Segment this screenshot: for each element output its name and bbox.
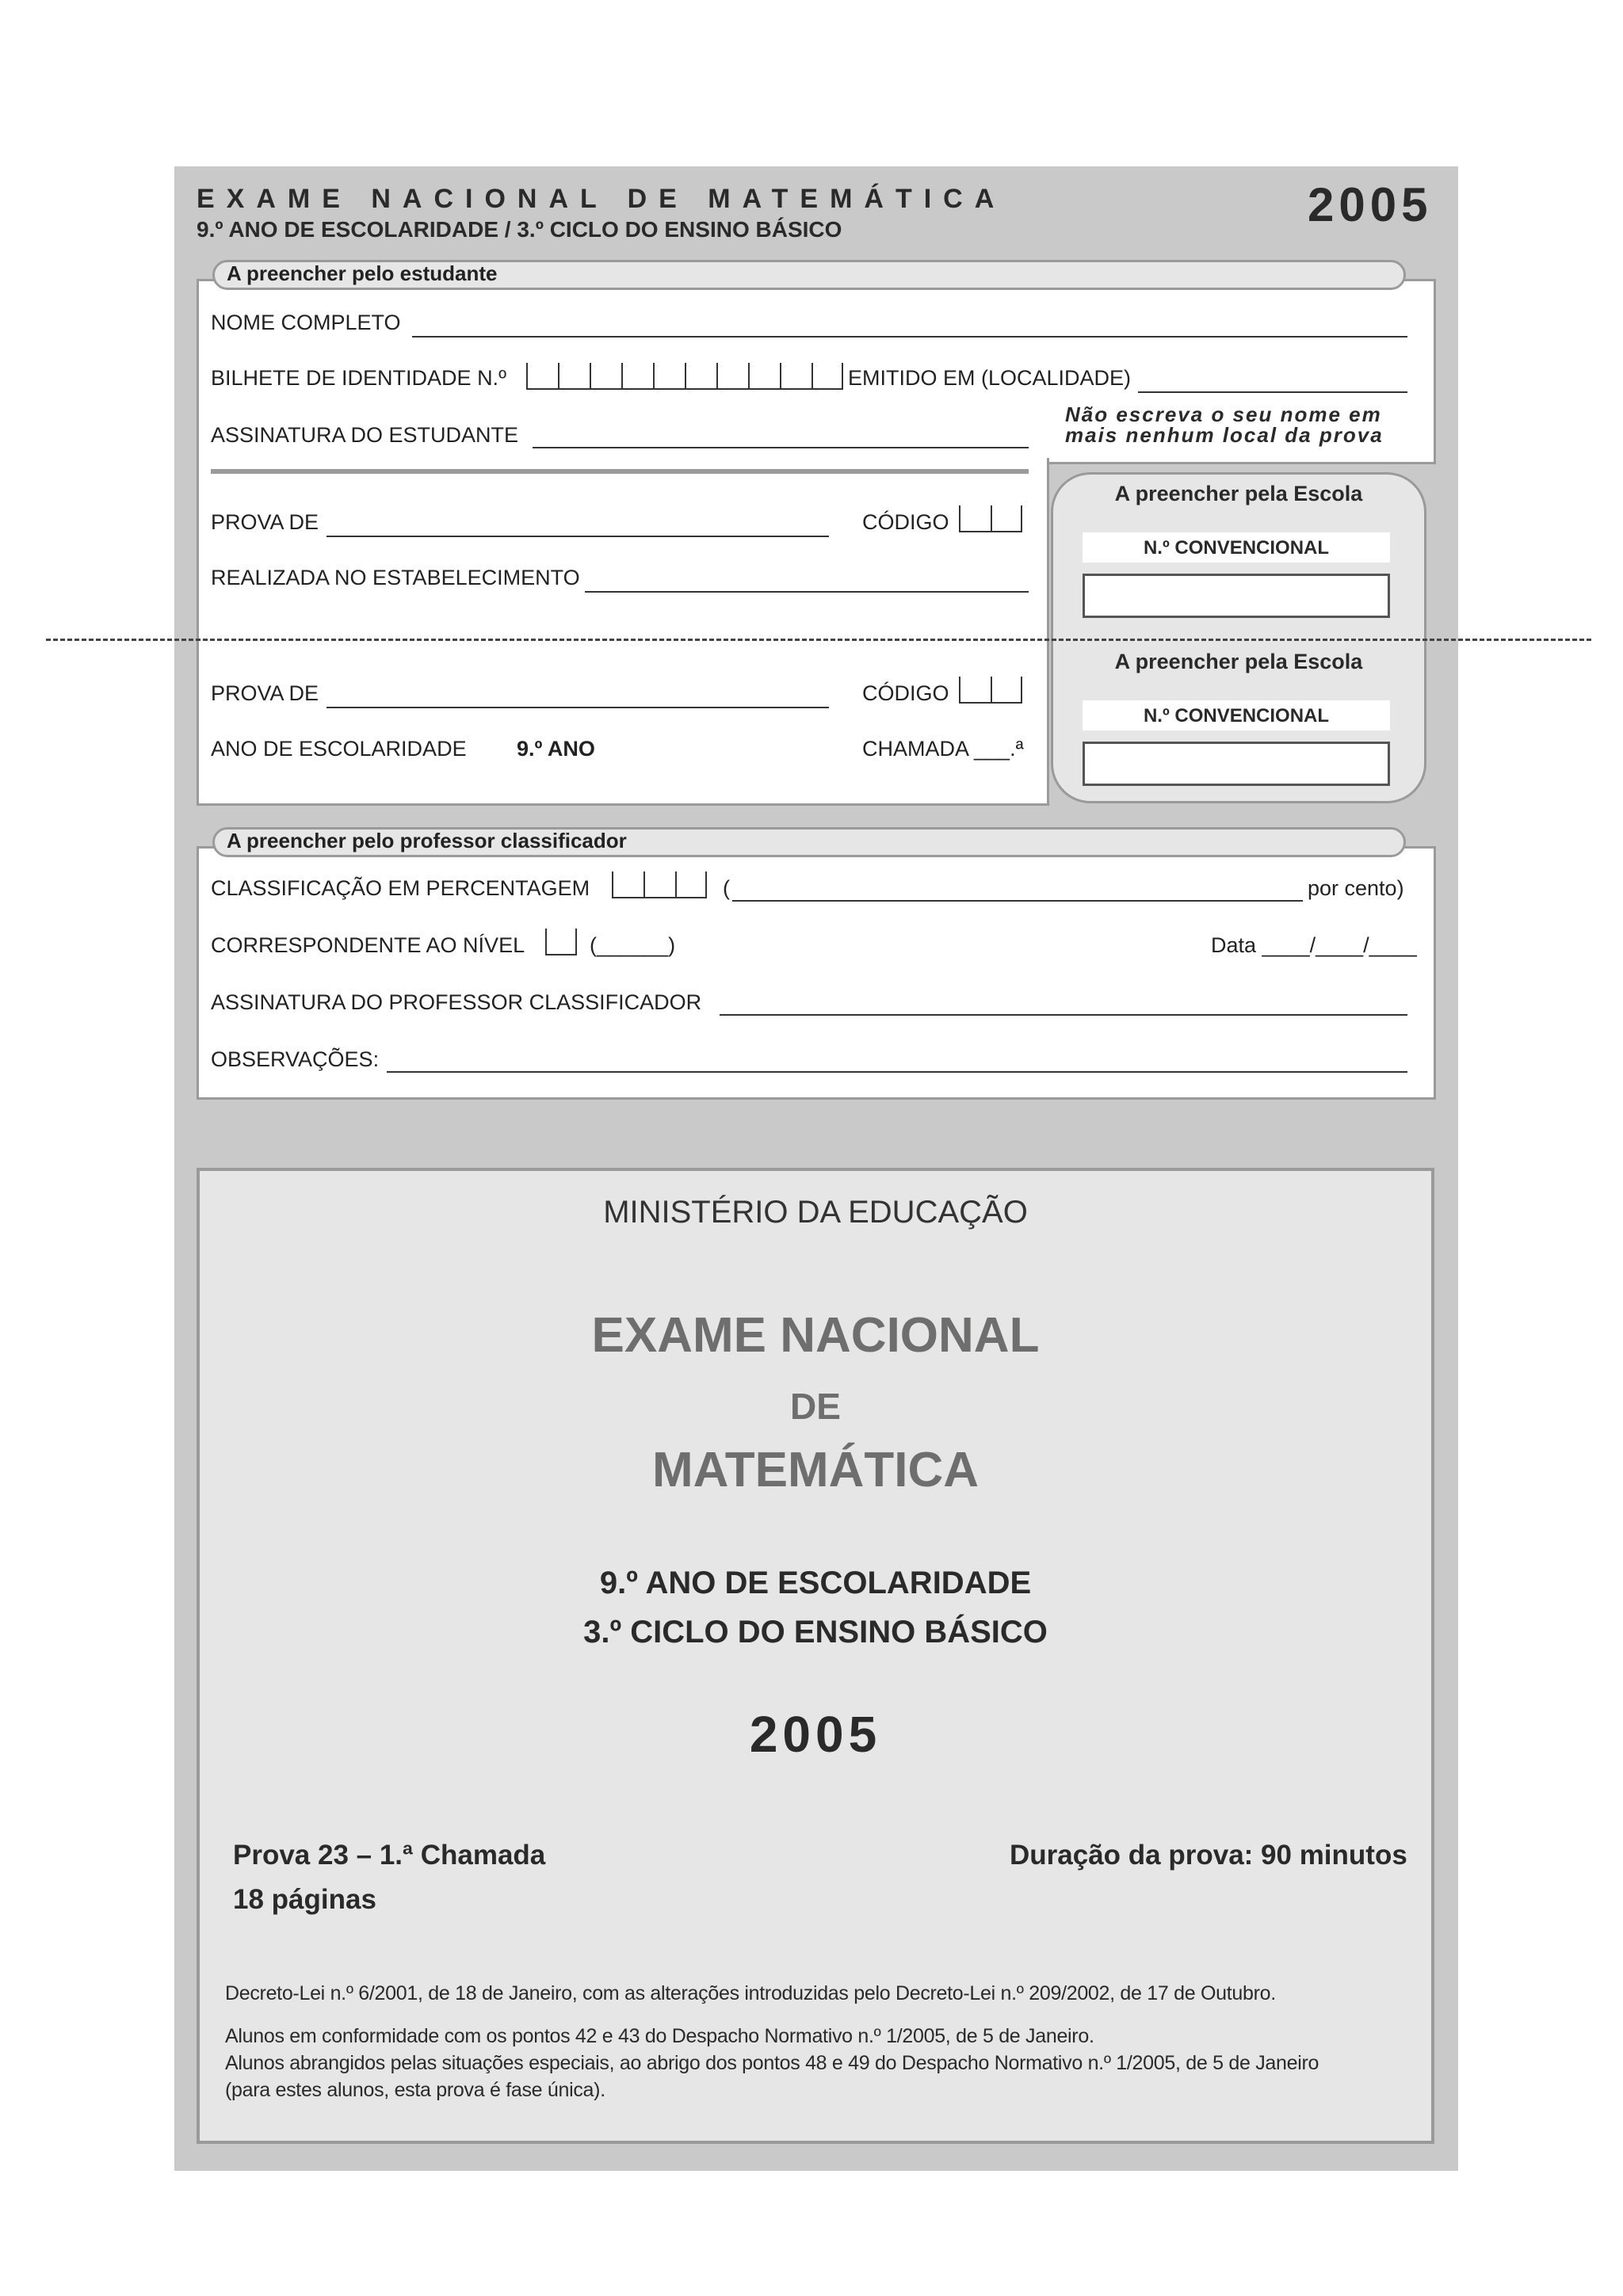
conv-label-top: N.º CONVENCIONAL xyxy=(1143,537,1330,559)
alunos-text-2: Alunos abrangidos pelas situações especiais, ao abrigo dos pontos 48 e 49 do Despacho Normativo n.º 1/2005, de 5 de Janeiro xyxy=(225,2052,1319,2074)
prof-assinatura-label: ASSINATURA DO PROFESSOR CLASSIFICADOR xyxy=(211,990,702,1014)
por-cento-label: por cento) xyxy=(1308,876,1404,900)
prova-field[interactable] xyxy=(327,536,829,537)
nivel-label: CORRESPONDENTE AO NÍVEL xyxy=(211,933,525,957)
codigo2-label: CÓDIGO xyxy=(862,681,949,705)
emitido-field[interactable] xyxy=(1138,391,1407,393)
nivel-cells[interactable] xyxy=(545,929,577,955)
data-label[interactable]: Data ____/____/____ xyxy=(1211,933,1417,957)
alunos-text-3: (para estes alunos, esta prova é fase única). xyxy=(225,2079,605,2101)
exam-title-line3: MATEMÁTICA xyxy=(651,1443,980,1497)
teacher-tab-label: A preencher pelo professor classificador xyxy=(227,829,627,852)
bilhete-cells[interactable] xyxy=(526,363,843,390)
alunos-text-1: Alunos em conformidade com os pontos 42 e 43 do Despacho Normativo n.º 1/2005, de 5 de Janeiro. xyxy=(225,2025,1094,2047)
codigo2-cells[interactable] xyxy=(959,677,1022,704)
observacoes-label: OBSERVAÇÕES: xyxy=(211,1047,380,1071)
conv-field-bottom[interactable] xyxy=(1083,742,1390,786)
prova-number: Prova 23 – 1.ª Chamada xyxy=(233,1840,546,1871)
header-year: 2005 xyxy=(1308,178,1433,231)
emitido-label: EMITIDO EM (LOCALIDADE) xyxy=(848,366,1132,390)
prova-label: PROVA DE xyxy=(211,510,319,534)
classificacao-cells[interactable] xyxy=(612,871,707,898)
classificacao-label: CLASSIFICAÇÃO EM PERCENTAGEM xyxy=(211,876,590,900)
ministry-label: MINISTÉRIO DA EDUCAÇÃO xyxy=(603,1195,1028,1230)
prova2-label: PROVA DE xyxy=(211,681,319,705)
conv-label-bottom: N.º CONVENCIONAL xyxy=(1143,705,1330,727)
cover-year: 2005 xyxy=(749,1706,882,1763)
box-joiner xyxy=(201,458,1044,463)
school-title-top: A preencher pela Escola xyxy=(1114,482,1363,505)
realizada-label: REALIZADA NO ESTABELECIMENTO xyxy=(211,566,580,589)
nome-field[interactable] xyxy=(412,336,1407,338)
exam-title-line2: DE xyxy=(790,1386,841,1427)
assinatura-label: ASSINATURA DO ESTUDANTE xyxy=(211,423,519,447)
codigo-cells[interactable] xyxy=(959,505,1022,532)
level-line2: 3.º CICLO DO ENSINO BÁSICO xyxy=(583,1615,1048,1650)
chamada-label: CHAMADA ___.ª xyxy=(862,737,1024,761)
student-tab-label: A preencher pelo estudante xyxy=(227,261,498,285)
por-cento-open: ( xyxy=(723,876,730,900)
exam-title-line1: EXAME NACIONAL xyxy=(591,1308,1040,1363)
bilhete-label: BILHETE DE IDENTIDADE N.º xyxy=(211,366,506,390)
ano-label: ANO DE ESCOLARIDADE xyxy=(211,737,467,761)
nivel-paren[interactable]: (______) xyxy=(590,933,676,957)
codigo-label: CÓDIGO xyxy=(862,510,949,534)
cut-line xyxy=(46,639,1591,641)
assinatura-field[interactable] xyxy=(533,447,1029,448)
header-subtitle: 9.º ANO DE ESCOLARIDADE / 3.º CICLO DO ENSINO BÁSICO xyxy=(197,217,842,242)
ano-value: 9.º ANO xyxy=(517,737,595,761)
prova2-field[interactable] xyxy=(327,707,829,708)
divider xyxy=(211,469,1029,474)
decreto-text: Decreto-Lei n.º 6/2001, de 18 de Janeiro, com as alterações introduzidas pelo Decreto-Lei n.º 209/2002, de 17 de Outubro. xyxy=(225,1982,1276,2004)
conv-field-top[interactable] xyxy=(1083,574,1390,618)
warning-line2: mais nenhum local da prova xyxy=(1065,423,1384,447)
school-title-bottom: A preencher pela Escola xyxy=(1114,650,1363,673)
header-title: EXAME NACIONAL DE MATEMÁTICA xyxy=(197,184,1006,214)
prof-assinatura-field[interactable] xyxy=(720,1014,1407,1016)
level-line1: 9.º ANO DE ESCOLARIDADE xyxy=(599,1566,1032,1600)
warning-line1: Não escreva o seu nome em xyxy=(1065,402,1382,426)
observacoes-field[interactable] xyxy=(387,1071,1407,1073)
page-count: 18 páginas xyxy=(233,1884,376,1915)
nome-label: NOME COMPLETO xyxy=(211,311,401,334)
duration: Duração da prova: 90 minutos xyxy=(1010,1840,1407,1871)
por-cento-field[interactable] xyxy=(732,900,1303,902)
realizada-field[interactable] xyxy=(585,591,1029,593)
